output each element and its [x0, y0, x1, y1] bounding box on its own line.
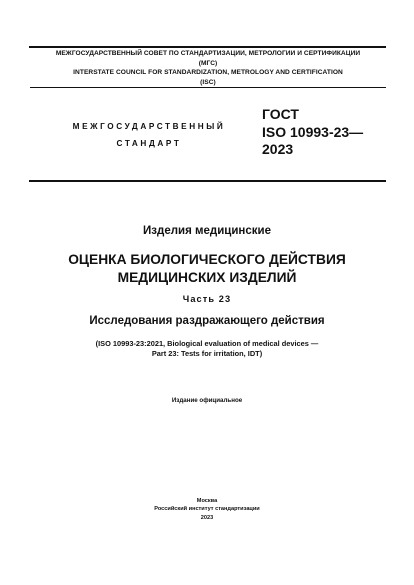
council-en-name: INTERSTATE COUNCIL FOR STANDARDIZATION, METROLOGY AND CERTIFICATION: [73, 69, 343, 76]
middle-rule: [30, 87, 386, 88]
interstate-label-line1: МЕЖГОСУДАРСТВЕННЫЙ: [72, 122, 226, 131]
official-edition-label: Издание официальное: [171, 397, 243, 404]
document-title-line1: ОЦЕНКА БИОЛОГИЧЕСКОГО ДЕЙСТВИЯ: [68, 252, 346, 267]
part-subtitle: Исследования раздражающего действия: [89, 315, 325, 327]
gost-year: 2023: [262, 141, 294, 157]
interstate-standard-label: [54, 118, 244, 152]
intl-reference-line2: Part 23: Tests for irritation, IDT): [151, 349, 263, 358]
bottom-rule: [29, 180, 386, 182]
document-title: [20, 251, 394, 286]
imprint-city: Москва: [196, 498, 218, 504]
imprint-year: 2023: [200, 514, 214, 521]
imprint-publisher: Российский институт стандартизации: [154, 506, 260, 513]
council-ru-abbr: (МГС): [198, 59, 218, 67]
council-en-abbr: (ISC): [200, 78, 216, 86]
gost-designation: [262, 106, 363, 159]
gost-number: ISO 10993-23—: [262, 123, 364, 140]
international-reference: [20, 339, 394, 359]
product-category: Изделия медицинские: [143, 225, 271, 237]
gost-label: ГОСТ: [262, 106, 299, 122]
council-ru-name: МЕЖГОСУДАРСТВЕННЫЙ СОВЕТ ПО СТАНДАРТИЗАЦИИ, МЕТРОЛОГИИ И СЕРТИФИКАЦИИ: [55, 50, 361, 57]
publisher-imprint: [20, 497, 394, 522]
part-number: Часть 23: [182, 294, 232, 304]
intl-reference-line1: (ISO 10993-23:2021, Biological evaluation of medical devices —: [95, 339, 319, 348]
top-rule: [29, 46, 386, 48]
council-header: [40, 49, 376, 87]
interstate-label-line2: СТАНДАРТ: [116, 139, 182, 148]
document-title-line2: МЕДИЦИНСКИХ ИЗДЕЛИЙ: [117, 269, 297, 285]
